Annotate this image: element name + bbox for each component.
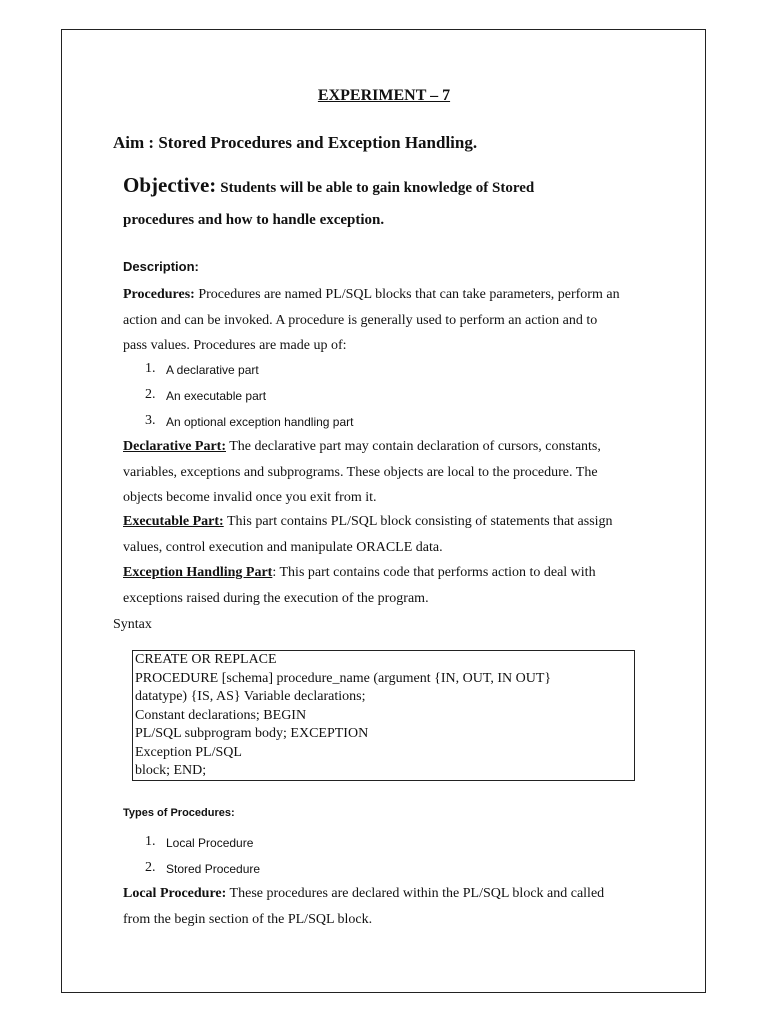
syntax-code-box <box>132 650 635 781</box>
code-line: block; END; <box>135 763 207 778</box>
list-item: An executable part <box>166 389 267 403</box>
page-title: EXPERIMENT – 7 <box>317 87 451 104</box>
description-heading: Description: <box>123 259 199 274</box>
list-item-number: 2. <box>145 860 156 875</box>
declarative-line-2: variables, exceptions and subprograms. These objects are local to the procedure. The <box>123 464 598 480</box>
code-line: CREATE OR REPLACE <box>135 652 277 667</box>
local-procedure-label: Local Procedure: <box>123 886 227 901</box>
list-item-number: 1. <box>145 834 156 849</box>
exception-label: Exception Handling Part <box>123 565 273 580</box>
types-heading: Types of Procedures: <box>123 807 235 819</box>
exception-line-1: This part contains code that performs action to deal with <box>279 565 596 580</box>
local-procedure-line-1: These procedures are declared within the PL/SQL block and called <box>229 886 605 901</box>
declarative-line-3: objects become invalid once you exit from it. <box>123 490 377 505</box>
list-item: A declarative part <box>166 363 259 377</box>
syntax-label: Syntax <box>113 617 152 632</box>
list-item-number: 3. <box>145 413 156 428</box>
executable-label: Executable Part: <box>123 514 224 529</box>
executable-line-1: This part contains PL/SQL block consisting of statements that assign <box>226 514 613 529</box>
code-line: PL/SQL subprogram body; EXCEPTION <box>135 726 369 741</box>
objective-heading: Objective: <box>123 173 217 197</box>
executable-paragraph <box>123 509 646 560</box>
list-item: An optional exception handling part <box>166 415 354 429</box>
exception-colon: : <box>272 565 277 580</box>
exception-line-2: exceptions raised during the execution of the program. <box>123 590 429 606</box>
procedures-paragraph <box>123 282 646 359</box>
code-line: PROCEDURE [schema] procedure_name (argument {IN, OUT, IN OUT} <box>135 670 552 686</box>
aim-heading: Aim : Stored Procedures and Exception Handling. <box>113 133 478 152</box>
procedures-line-1: Procedures are named PL/SQL blocks that can take parameters, perform an <box>198 287 620 302</box>
list-item: Stored Procedure <box>166 862 261 876</box>
objective-text-2: procedures and how to handle exception. <box>123 212 385 228</box>
list-item-number: 2. <box>145 387 156 402</box>
declarative-label: Declarative Part: <box>123 439 226 454</box>
procedures-line-3: pass values. Procedures are made up of: <box>123 338 347 353</box>
executable-line-2: values, control execution and manipulate ORACLE data. <box>123 539 443 555</box>
procedures-label: Procedures: <box>123 287 195 302</box>
objective-text-1: Students will be able to gain knowledge of Stored <box>220 180 535 196</box>
code-line: Exception PL/SQL <box>135 744 242 760</box>
code-line: Constant declarations; BEGIN <box>135 707 307 723</box>
declarative-paragraph <box>123 434 646 511</box>
declarative-line-1: The declarative part may contain declaration of cursors, constants, <box>229 439 601 454</box>
local-procedure-line-2: from the begin section of the PL/SQL block. <box>123 911 373 927</box>
list-item-number: 1. <box>145 361 156 376</box>
procedures-line-2: action and can be invoked. A procedure is generally used to perform an action and to <box>123 312 598 328</box>
code-line: datatype) {IS, AS} Variable declarations; <box>135 689 366 704</box>
objective-line-1 <box>123 173 534 198</box>
local-procedure-paragraph <box>123 881 646 932</box>
list-item: Local Procedure <box>166 836 254 850</box>
exception-paragraph <box>123 560 646 611</box>
